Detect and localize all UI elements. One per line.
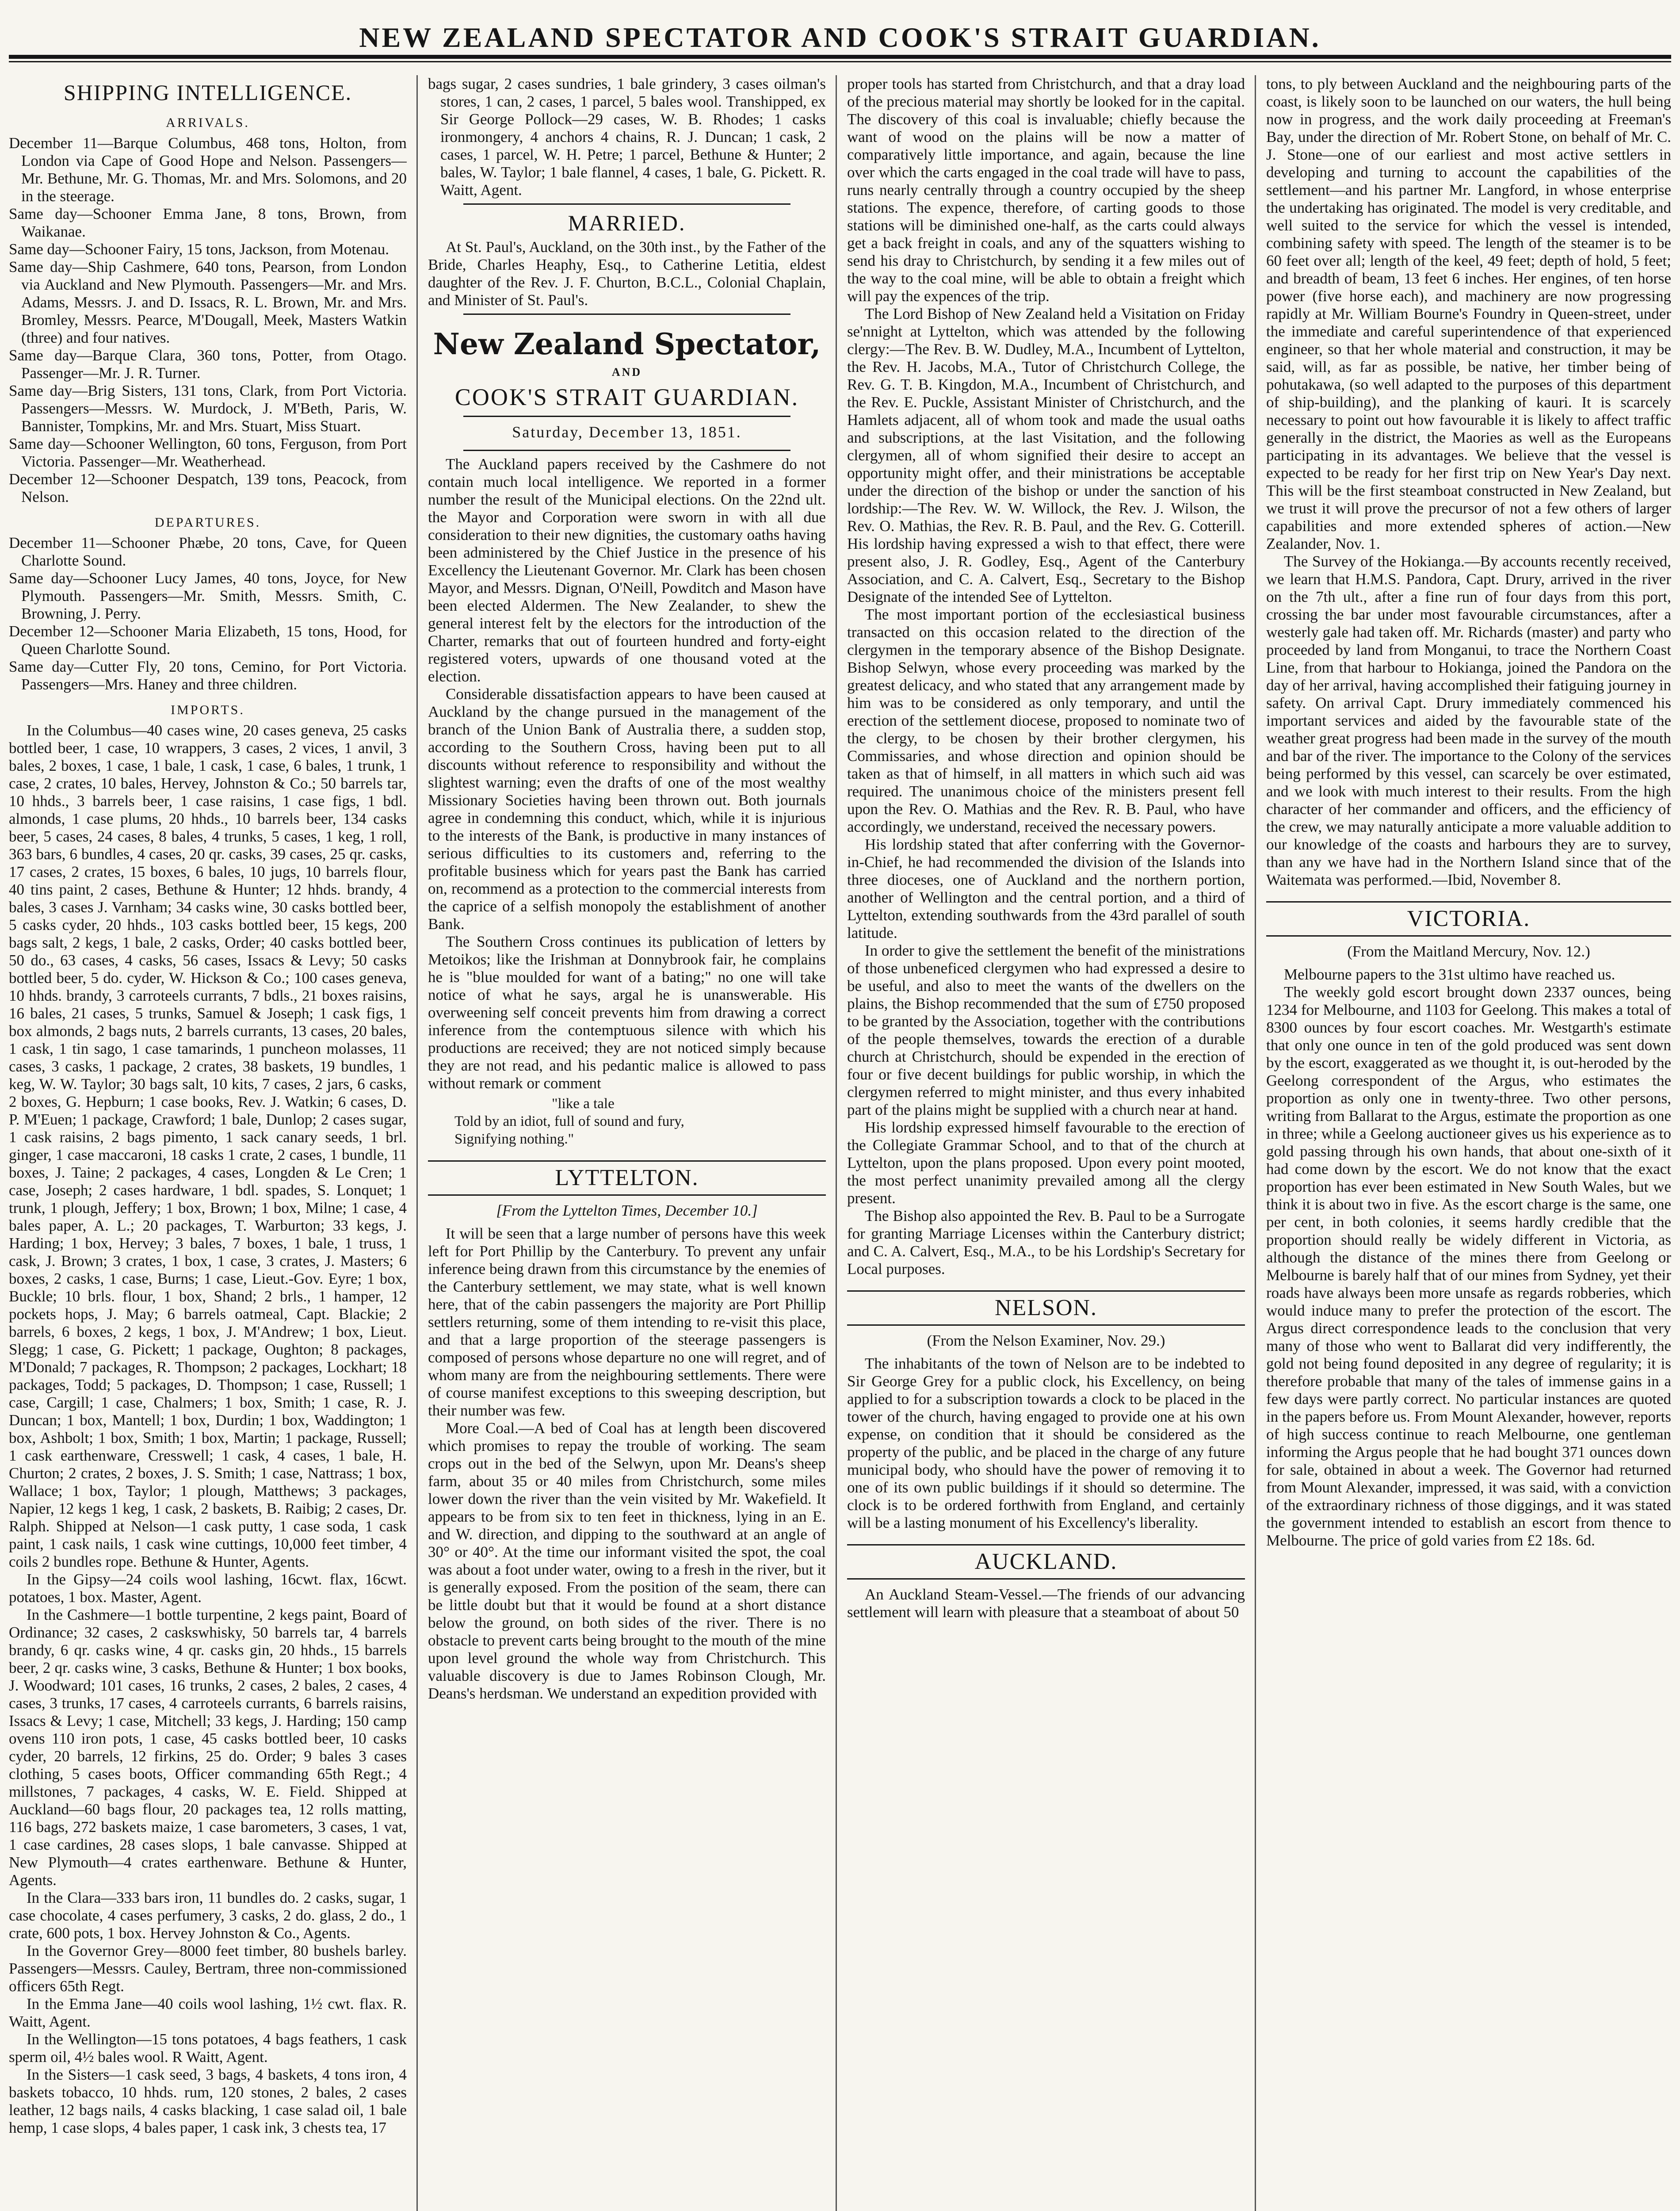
arrival-entry: December 11—Barque Columbus, 468 tons, Holton, from London via Cape of Good Hope and Nelson. Passengers—Mr. Bethune, Mr. G. Thomas, Mr. and Mrs. Solomons, and 20 in the steerage. [9, 134, 407, 205]
victoria-heading: VICTORIA. [1407, 906, 1531, 931]
import-entry: In the Clara—333 bars iron, 11 bundles do. 2 casks, sugar, 1 case chocolate, 4 cases perfumery, 3 casks, 2 do. glass, 2 do., 1 crate, 600 pots, 1 box. Hervey Johnston & Co., Agents. [9, 1889, 407, 1942]
lyttelton-paragraph: His lordship expressed himself favourable to the erection of the Collegiate Grammar School, and to that of the church at Lyttelton, upon the plans proposed. Upon every point mooted, the most perfect unanimity prevailed among all the clergy present. [847, 1119, 1245, 1207]
victoria-paragraph: The weekly gold escort brought down 2337 ounces, being 1234 for Melbourne, and 1103 for Geelong. This makes a total of 8300 ounces by four escort coaches. Mr. Westgarth's estimate that only one ounce in ten of the gold produced was sent down by the escort, exaggerated as we thought it, is out-heroded by the Geelong correspondent of the Argus, who estimates the proportion as only one in twenty-three. Two other persons, writing from Ballarat to the Argus, estimate the proportion as one in three; while a Geelong auctioneer gives us his experience as to gold passing through his own hands, that about one-sixth of it had come down by the escort. We do not know that the exact proportion has ever been estimated in New South Wales, but we think it is about two in five. As the escort charge is the same, one per cent, in both colonies, it seems hardly credible that the proportion should really be widely different in Victoria, as although the distance of the mines there from Geelong or Melbourne is barely half that of our mines from Sydney, yet their roads have always been more unsafe as regards robberies, which would induce many to prefer the protection of the escort. The Argus direct correspondence leads to the conclusion that very many of those who went to Ballarat did very indifferently, the gold not being found deposited in any degree of regularity; it is therefore probable that many of the tales of immense gains in a few days were partly correct. No particular instances are quoted in the papers before us. From Mount Alexander, however, reports of high success continue to reach Melbourne, one gentleman informing the Argus people that he had bought 371 ounces down for sale, obtained in about a week. The Governor had returned from Mount Alexander, impressed, it was said, with a conviction of the extraordinary richness of those diggings, and it was stated the government intended to establish an escort from thence to Melbourne. The price of gold varies from £2 18s. 6d. [1266, 983, 1671, 1549]
lyttelton-paragraph: In order to give the settlement the benefit of the ministrations of those unbeneficed clergymen who had expressed a desire to be useful, and also to meet the wants of the dwellers on the plains, the Bishop recommended that the sum of £750 proposed to be granted by the Association, together with the contributions of the people themselves, towards the erection of a durable church at Christchurch, should be expended in the erection of four or five decent buildings for public worship, in which the clergymen referred to might minister, and thus every inhabited part of the plains might be supplied with a church near at hand. [847, 942, 1245, 1118]
lyttelton-paragraph: More Coal.—A bed of Coal has at length been discovered which promises to repay the trouble of working. The seam crops out in the bed of the Selwyn, upon Mr. Deans's sheep farm, about 35 or 40 miles from Christchurch, some miles lower down the river than the vein visited by Mr. Wakefield. It appears to be from six to ten feet in thickness, lying in an E. and W. direction, and dipping to the southward at an angle of 30° or 40°. At the time our informant visited the spot, the coal was about a foot under water, owing to a fresh in the river, but it is generally exposed. From the position of the seam, there can be little doubt but that it would be found at a short distance below the ground, on both sides of the river. There is no obstacle to prevent carts being brought to the mouth of the mine upon level ground the whole way from Christchurch. This valuable discovery is due to James Robinson Clough, Mr. Deans's herdsman. We understand an expedition provided with [428, 1419, 826, 1702]
arrival-entry: Same day—Barque Clara, 360 tons, Potter, from Otago. Passenger—Mr. J. R. Turner. [9, 347, 407, 382]
import-entry: In the Emma Jane—40 coils wool lashing, 1½ cwt. flax. R. Waitt, Agent. [9, 1995, 407, 2030]
lyttelton-paragraph: The most important portion of the ecclesiastical business transacted on this occasion related to the direction of the clergymen in the temporary absence of the Bishop Designate. Bishop Selwyn, whose every proceeding was marked by the greatest delicacy, and who stated that any arrangement made by him was to be considered as only temporary, and until the erection of the settlement diocese, proposed to nominate two of the clergy, to be chosen by their brother clergymen, his Commissaries, and whose direction and opinion should be taken as that of himself, in all matters in which such aid was required. The unanimous choice of the ministers present fell upon the Rev. O. Mathias and the Rev. R. B. Paul, who have accordingly, we understand, received the necessary powers. [847, 606, 1245, 835]
quotation-line: Signifying nothing." [454, 1131, 574, 1147]
quotation-line: "like a tale [552, 1096, 615, 1112]
newspaper-page [9, 9, 1671, 2211]
imports-continued: bags sugar, 2 cases sundries, 1 bale grindery, 3 cases oilman's stores, 1 can, 2 cases, 1 parcel, 5 bales wool. Transhipped, ex Sir George Pollock—29 cases, W. B. Rhodes; 1 casks ironmongery, 4 anchors 4 chains, R. J. Duncan; 1 cask, 2 cases, 1 parcel, W. H. Petre; 1 parcel, Bethune & Hunter; 2 bales, W. Taylor; 1 bale flannel, 4 cases, 1 bale, G. Pickett. R. Waitt, Agent. [428, 75, 826, 199]
editorial-paragraph: Considerable dissatisfaction appears to have been caused at Auckland by the change pursued in the management of the branch of the Union Bank of Australia there, a sudden stop, according to the Southern Cross, having been put to all discounts without reference to responsibility and without the slightest warning; even the drafts of one of the most wealthy Missionary Societies having been thrown out. Both journals agree in condemning this conduct, which, while it is injurious to the interests of the Bank, is productive in many instances of serious difficulties to its customers and, referring to the profitable business which for years past the Bank has carried on, recommend as a protection to the commercial interests from the caprice of a selfish monopoly the establishment of another Bank. [428, 685, 826, 933]
editorial-paragraph: The Southern Cross continues its publication of letters by Metoikos; like the Irishman at Donnybrook fair, he complains he is "blue moulded for want of a bating;" no one will take notice of what he says, argal he is unanswerable. His overweening self conceit prevents him from drawing a correct inference from the contemptuous silence with which his productions are received; they are not noticed simply because they are not read, and his pedantic malice is allowed to pass without remark or comment [428, 933, 826, 1092]
arrival-entry: Same day—Brig Sisters, 131 tons, Clark, from Port Victoria. Passengers—Messrs. W. Murdock, J. M'Beth, Paris, W. Bannister, Tompkins, Mr. and Mrs. Stuart, Miss Stuart. [9, 382, 407, 435]
arrival-entry: Same day—Schooner Wellington, 60 tons, Ferguson, from Port Victoria. Passenger—Mr. Weatherhead. [9, 435, 407, 470]
lyttelton-heading-box [428, 1160, 826, 1196]
departures-heading: DEPARTURES. [154, 515, 261, 530]
auckland-paragraph: An Auckland Steam-Vessel.—The friends of our advancing settlement will learn with pleasure that a steamboat of about 50 [847, 1586, 1245, 1621]
arrival-entry: Same day—Ship Cashmere, 640 tons, Pearson, from London via Auckland and New Plymouth. Passengers—Mr. and Mrs. Adams, Messrs. J. and D. Issacs, R. L. Brown, Mr. and Mrs. Bromley, Messrs. Pearce, M'Dougall, Meek, Masters Watkin (three) and four natives. [9, 258, 407, 346]
married-heading: MARRIED. [568, 210, 686, 235]
arrivals-heading: ARRIVALS. [166, 115, 250, 130]
divider [463, 416, 790, 417]
masthead-title: NEW ZEALAND SPECTATOR AND COOK'S STRAIT GUARDIAN. [359, 22, 1321, 53]
auckland-paragraph: tons, to ply between Auckland and the neighbouring parts of the coast, is likely soon to be launched on our waters, the hull being now in progress, and the work daily proceeding at Freeman's Bay, under the direction of Mr. Robert Stone, on behalf of Mr. C. J. Stone—one of our earliest and most active settlers in developing and turning to account the capabilities of the settlement—and his partner Mr. Langford, in whose enterprise the undertaking has originated. The model is very creditable, and well suited to the service for which the vessel is intended, combining safety with speed. The length of the steamer is to be 60 feet over all; length of the keel, 49 feet; depth of hold, 5 feet; and breadth of beam, 13 feet 6 inches. Her engines, of ten horse power (five horse each), and machinery are now progressing rapidly at Mr. William Bourne's Foundry in Queen-street, under the immediate and careful superintendence of that experienced engineer, so that her whole material and construction, it may be said, will, as far as possible, be native, her timber being of pohutakawa, (so well adapted to the purposes of this department of ship-building), and the planking of kauri. It is scarcely necessary to point out how favourable it is likely to affect traffic generally in the district, the Maories as well as the Europeans participating in its advantages. We believe that the vessel is expected to be ready for her first trip on New Year's Day next. This will be the first steamboat constructed in New Zealand, but we trust it will prove the precursor of not a few others of larger capabilities and more extended spheres of action.—New Zealander, Nov. 1. [1266, 75, 1671, 552]
import-entry: In the Columbus—40 cases wine, 20 cases geneva, 25 casks bottled beer, 1 case, 10 wrappers, 3 cases, 2 vices, 1 anvil, 3 bales, 2 boxes, 1 case, 1 bale, 1 cask, 1 case, 6 bales, 1 trunk, 1 case, 2 crates, 10 bales, Hervey, Johnston & Co.; 50 barrels tar, 10 hhds., 3 barrels beer, 1 case raisins, 1 case figs, 1 bdl. almonds, 1 case plums, 20 hhds., 10 barrels beer, 134 casks beer, 5 cases, 24 cases, 8 bales, 4 trunks, 5 cases, 1 keg, 1 roll, 363 bars, 6 bundles, 4 cases, 20 qr. casks, 39 cases, 25 qr. casks, 17 cases, 2 crates, 15 boxes, 6 bales, 10 jugs, 10 barrels flour, 40 tins paint, 2 cases, Bethune & Hunter; 12 hhds. brandy, 4 bales, 3 cases J. Varnham; 34 casks wine, 30 casks bottled beer, 5 casks cyder, 20 hhds., 103 casks bottled beer, 15 kegs, 200 bags salt, 2 kegs, 1 bale, 2 casks, Order; 40 casks bottled beer, 50 do., 63 cases, 4 casks, 56 cases, Issacs & Levy; 50 casks bottled beer, 5 do. cyder, W. Hickson & Co.; 100 cases geneva, 10 hhds. brandy, 3 carroteels currants, 7 bdls., 21 boxes raisins, 16 bales, 21 cases, 5 trunks, Samuel & Joseph; 1 cask figs, 1 box almonds, 2 bags nuts, 2 barrels currants, 13 cases, 20 bales, 1 cask, 1 tin sago, 1 case tamarinds, 1 puncheon molasses, 11 cases, 3 casks, 1 package, 2 crates, 38 baskets, 19 bundles, 1 keg, W. W. Taylor; 30 bags salt, 10 kits, 7 cases, 2 jars, 6 casks, 2 boxes, G. Hepburn; 1 case books, Rev. J. Watkin; 6 cases, D. P. M'Euen; 1 package, Crawford; 1 bale, Dunlop; 2 cases sugar, 1 cask raisins, 2 bags pimento, 1 sack canary seeds, 1 brl. ginger, 1 case maccaroni, 18 casks 1 crate, 2 cases, 1 bundle, 11 boxes, J. Taine; 2 packages, 4 cases, Longden & Le Cren; 1 case, Joseph; 2 cases hardware, 1 bdl. spades, S. Lonquet; 1 trunk, 1 plough, Jeffery; 1 box, Brown; 1 box, Milne; 1 case, 4 bales paper, A. L.; 20 packages, T. Warburton; 33 kegs, J. Harding; 1 box, Hervey; 3 bales, 7 boxes, 1 bale, 1 truss, 1 cask, J. Brown; 3 crates, 1 box, 1 case, 3 crates, J. Masters; 6 boxes, 2 casks, 1 case, Burns; 1 case, Lieut.-Gov. Eyre; 1 box, Buckle; 10 brls. flour, 1 box, Shand; 2 brls., 1 hamper, 12 pockets hops, J. May; 6 barrels oatmeal, Capt. Blackie; 2 barrels, 6 boxes, 2 kegs, 1 box, J. M'Andrew; 1 box, Lieut. Slegg; 1 case, G. Pickett; 1 package, Oughton; 8 packages, M'Donald; 7 packages, R. Thompson; 2 packages, Lockhart; 18 packages, Todd; 5 packages, D. Thompson; 1 case, Russell; 1 case, Cargill; 1 case, Chalmers; 1 box, Smith; 1 case, R. J. Duncan; 1 box, Mantell; 1 box, Durdin; 1 box, Waddington; 1 box, Ashbolt; 1 box, Smith; 1 box, Martin; 1 package, Russell; 1 cask earthenware, Cresswell; 1 cask, 4 cases, 1 bale, H. Churton; 2 crates, 2 boxes, J. S. Smith; 1 case, Nattrass; 1 box, Wallace; 1 box, Taylor; 1 plough, Matthews; 3 packages, Napier, 12 kegs 1 keg, 1 cask, 2 baskets, B. Raibig; 2 cases, Dr. Ralph. Shipped at Nelson—1 cask putty, 1 case soda, 1 cask paint, 1 cask nails, 1 cask wine cuttings, 10,000 feet timber, 4 coils 2 bundles rope. Bethune & Hunter, Agents. [9, 722, 407, 1570]
departure-entry: December 12—Schooner Maria Elizabeth, 15 tons, Hood, for Queen Charlotte Sound. [9, 623, 407, 658]
nelson-heading-box [847, 1290, 1245, 1326]
imports-heading: IMPORTS. [171, 703, 245, 717]
hokianga-paragraph: The Survey of the Hokianga.—By accounts recently received, we learn that H.M.S. Pandora, Capt. Drury, arrived in the river on the 7th ult., after a fine run of four days from this port, crossing the bar under most favourable circumstances, after a westerly gale had taken off. Mr. Richards (master) and party who proceeded by land from Monganui, to trace the Northern Coast Line, from that harbour to Hokianga, joined the Pandora on the day of her arrival, having accomplished their fatiguing journey in safety. On arrival Capt. Drury immediately commenced his important services and aided by the favourable state of the weather great progress had been made in the survey of the mouth and bar of the river. The importance to the Colony of the services being performed by this vessel, can scarcely be over estimated, and we look with much interest to their results. From the high character of her commander and officers, and the efficiency of the crew, we may naturally anticipate a more valuable addition to our knowledge of the coasts and harbours they are to survey, than any we have had in the Northern Island since that of the Waitemata was performed.—Ibid, November 8. [1266, 553, 1671, 888]
quotation-line: Told by an idiot, full of sound and fury, [454, 1113, 684, 1129]
lyttelton-paragraph: The Lord Bishop of New Zealand held a Visitation on Friday se'nnight at Lyttelton, which was attended by the following clergy:—The Rev. B. W. Dudley, M.A., Incumbent of Lyttelton, the Rev. H. Jacobs, M.A., Tutor of Christchurch College, the Rev. G. T. B. Kingdon, M.A., Incumbent of Christchurch, and the Rev. E. Puckle, Assistant Minister of Christchurch, and the Hamlets adjacent, all of whom took and made the usual oaths and subscriptions, at the last Visitation, and the following clergymen, all of whom signified their desire to accept an opportunity might offer, and their ministrations be acceptable under the direction of the bishop or under the sanction of his lordship:—The Rev. W. W. Willock, the Rev. J. Wilson, the Rev. O. Mathias, the Rev. R. B. Paul, and the Rev. G. Cotterill. His lordship having expressed a wish to that effect, there were present also, J. R. Godley, Esq., Agent of the Canterbury Association, and C. A. Calvert, Esq., Secretary to the Bishop Designate of the intended See of Lyttelton. [847, 305, 1245, 605]
nelson-heading: NELSON. [994, 1295, 1098, 1320]
nelson-paragraph: The inhabitants of the town of Nelson are to be indebted to Sir George Grey for a public clock, his Excellency, on being applied to for a subscription towards a clock to be placed in the tower of the church, having engaged to provide one at his own expense, on condition that it should be considered as the property of the public, and be placed in the charge of any future municipal body, who should have the power of removing it to one of its own public buildings if it should so determine. The clock is to be ordered forthwith from England, and certainly will be a lasting monument of his Excellency's liberality. [847, 1355, 1245, 1531]
arrival-entry: Same day—Schooner Fairy, 15 tons, Jackson, from Motenau. [9, 241, 389, 258]
lyttelton-paragraph: proper tools has started from Christchurch, and that a dray load of the precious material may shortly be looked for in the capital. The discovery of this coal is invaluable; chiefly because the want of wood on the plains will be now a matter of comparatively little importance, and again, because the line over which the carts engaged in the coal trade will have to pass, runs nearly centrally through a country occupied by the sheep stations. The expence, therefore, of carting goods to those stations will be diminished one-half, as the carts could always get a back freight in coals, and any of the squatters wishing to send his dray to Christchurch, by sending it a few miles out of the way to the coal mine, will be able to obtain a freight which will pay the expences of the trip. [847, 75, 1245, 305]
import-entry: In the Wellington—15 tons potatoes, 4 bags feathers, 1 cask sperm oil, 4½ bales wool. R Waitt, Agent. [9, 2031, 407, 2066]
column-3 [847, 75, 1245, 2211]
lyttelton-paragraph: It will be seen that a large number of persons have this week left for Port Phillip by the Canterbury. To prevent any unfair inference being drawn from this circumstance by the enemies of the Canterbury settlement, we may state, what is well known here, that of the cabin passengers the majority are Port Phillip settlers returning, some of them intending to re-visit this place, and that a large proportion of the steerage passengers is composed of persons whose departure no one will regret, and of whom many are from the neighbouring settlements. There were of course manifest exceptions to this sweeping description, but their number was few. [428, 1225, 826, 1419]
column-divider [836, 75, 837, 2211]
shipping-heading: SHIPPING INTELLIGENCE. [63, 80, 352, 105]
import-entry: In the Governor Grey—8000 feet timber, 80 bushels barley. Passengers—Messrs. Cauley, Bertram, three non-commissioned officers 65th Regt. [9, 1942, 407, 1995]
masthead-rule-thick [9, 55, 1671, 59]
nelson-source: (From the Nelson Examiner, Nov. 29.) [927, 1332, 1165, 1349]
victoria-heading-box [1266, 901, 1671, 937]
quotation [428, 1095, 826, 1148]
divider [463, 314, 790, 315]
arrival-entry: Same day—Schooner Emma Jane, 8 tons, Brown, from Waikanae. [9, 205, 407, 240]
import-entry: In the Sisters—1 cask seed, 3 bags, 4 baskets, 4 tons iron, 4 baskets tobacco, 10 hhds. rum, 120 stones, 2 bales, 2 cases leather, 12 bags nails, 4 casks blacking, 1 case salad oil, 1 bale hemp, 1 case slops, 4 bales paper, 1 cask ink, 3 chests tea, 17 [9, 2066, 407, 2136]
column-4 [1266, 75, 1671, 2211]
divider [463, 450, 790, 451]
masthead [9, 9, 1671, 66]
paper-and: AND [611, 366, 642, 379]
paper-name: COOK'S STRAIT GUARDIAN. [454, 384, 799, 410]
departure-entry: Same day—Schooner Lucy James, 40 tons, Joyce, for New Plymouth. Passengers—Mr. Smith, Messrs. Smith, C. Browning, J. Perry. [9, 570, 407, 622]
editorial-paragraph: The Auckland papers received by the Cashmere do not contain much local intelligence. We reported in a former number the result of the Municipal elections. On the 22nd ult. the Mayor and Corporation were sworn in with all due consideration to their new dignities, the customary oaths having been administered by the Chief Justice in the presence of his Excellency the Lieutenant Governor. Mr. Clark has been chosen Mayor, and Messrs. Dignan, O'Neill, Powditch and Mason have been elected Aldermen. The New Zealander, to shew the general interest felt by the electors for the introduction of the Charter, remarks that out of fourteen hundred and forty-eight registered voters, upwards of one thousand voted at the election. [428, 455, 826, 685]
column-divider [416, 75, 418, 2211]
auckland-heading: AUCKLAND. [974, 1549, 1118, 1574]
column-divider [1255, 75, 1256, 2211]
divider [463, 203, 790, 205]
column-2 [428, 75, 826, 2211]
import-entry: In the Gipsy—24 coils wool lashing, 16cwt. flax, 16cwt. potatoes, 1 box. Master, Agent. [9, 1571, 407, 1606]
masthead-rule-thin [9, 61, 1671, 62]
lyttelton-paragraph: The Bishop also appointed the Rev. B. Paul to be a Surrogate for granting Marriage Licenses within the Canterbury district; and C. A. Calvert, Esq., M.A., to be his Lordship's Secretary for Local purposes. [847, 1207, 1245, 1278]
arrival-entry: December 12—Schooner Despatch, 139 tons, Peacock, from Nelson. [9, 471, 407, 505]
import-entry: In the Cashmere—1 bottle turpentine, 2 kegs paint, Board of Ordinance; 32 cases, 2 caskswhisky, 50 barrels tar, 4 barrels brandy, 6 qr. casks wine, 4 qr. casks gin, 20 hhds., 15 barrels beer, 2 qr. casks wine, 3 casks, Bethune & Hunter; 1 box books, J. Woodward; 101 cases, 16 trunks, 2 cases, 2 bales, 2 cases, 4 cases, 3 trunks, 17 cases, 4 carroteels currants, 6 barrels raisins, Issacs & Levy; 1 case, Mitchell; 33 kegs, J. Harding; 150 camp ovens 110 iron pots, 1 case, 45 casks bottled beer, 10 casks cyder, 20 barrels, 12 firkins, 25 do. Order; 9 bales 3 cases clothing, 5 cases boots, Officer commanding 65th Regt.; 4 millstones, 7 packages, 4 casks, W. E. Field. Shipped at Auckland—60 bags flour, 20 packages tea, 12 rolls matting, 116 bags, 272 baskets maize, 1 case barometers, 3 cases, 1 vat, 1 case cardines, 28 cases slops, 1 bale canvasse. Shipped at New Plymouth—4 crates earthenware. Bethune & Hunter, Agents. [9, 1606, 407, 1889]
lyttelton-source: [From the Lyttelton Times, December 10.] [496, 1202, 758, 1219]
lyttelton-heading: LYTTELTON. [555, 1165, 699, 1190]
column-1 [9, 75, 407, 2211]
paper-name-gothic: New Zealand Spectator, [433, 327, 821, 361]
departure-entry: December 11—Schooner Phæbe, 20 tons, Cave, for Queen Charlotte Sound. [9, 534, 407, 569]
auckland-heading-box [847, 1544, 1245, 1580]
victoria-paragraph: Melbourne papers to the 31st ultimo have reached us. [1284, 966, 1615, 983]
dateline: Saturday, December 13, 1851. [512, 423, 742, 441]
departure-entry: Same day—Cutter Fly, 20 tons, Cemino, for Port Victoria. Passengers—Mrs. Haney and three children. [9, 658, 407, 693]
married-notice: At St. Paul's, Auckland, on the 30th inst., by the Father of the Bride, Charles Heaphy, Esq., to Catherine Letitia, eldest daughter of the Rev. J. F. Churton, B.C.L., Colonial Chaplain, and Minister of St. Paul's. [428, 238, 826, 309]
lyttelton-paragraph: His lordship stated that after conferring with the Governor-in-Chief, he had recommended the division of the Islands into three dioceses, one of Auckland and the northern portion, another of Wellington and the central portion, and a third of Lyttelton, extending southwards from the 43rd parallel of south latitude. [847, 836, 1245, 941]
victoria-source: (From the Maitland Mercury, Nov. 12.) [1347, 943, 1590, 960]
